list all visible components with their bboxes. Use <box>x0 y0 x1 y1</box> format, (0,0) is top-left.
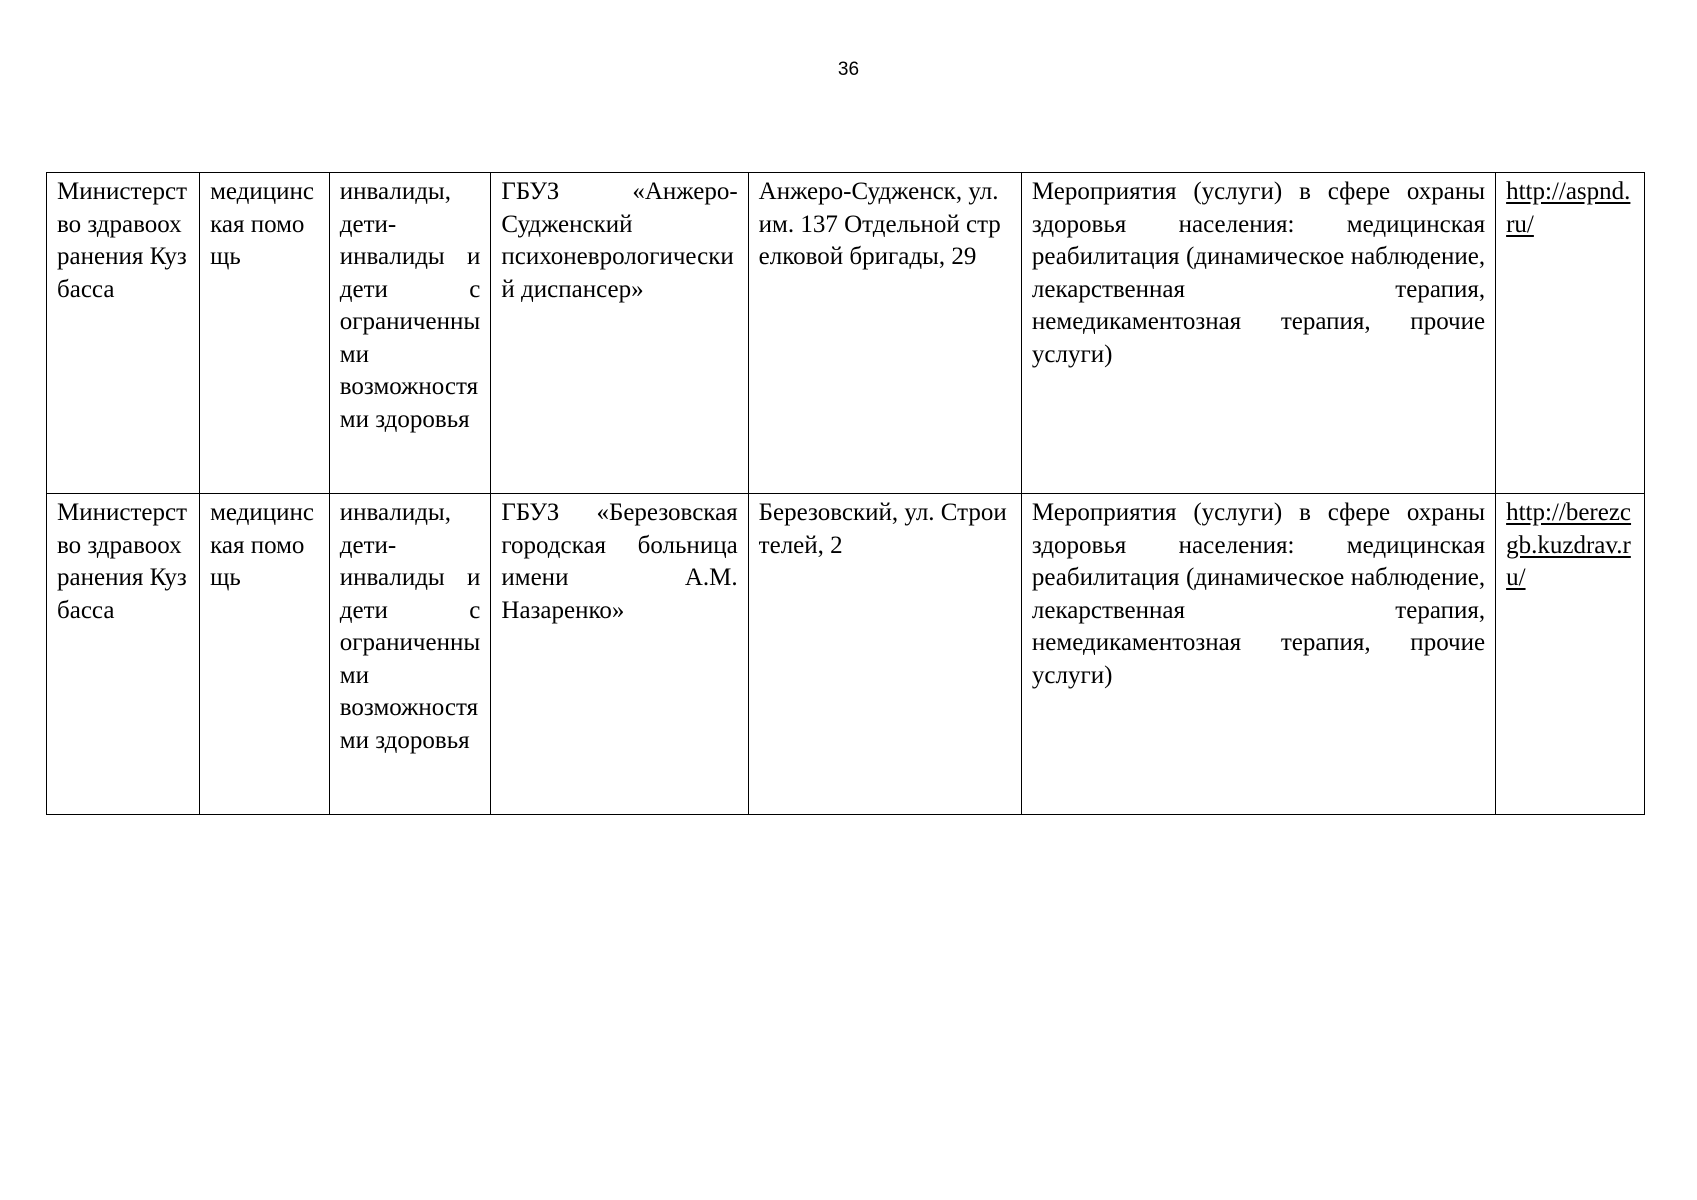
recipients-cell: инвалиды, дети-инвалиды и дети с ограниченными возможностями здоровья <box>329 494 491 815</box>
services-cell: Мероприятия (услуги) в сфере охраны здоровья населения: медицинская реабилитация (динамическое наблюдение, лекарственная терапия, немедикаментозная терапия, прочие услуги) <box>1021 173 1495 494</box>
service-type-cell: медицинская помощь <box>200 173 330 494</box>
ministry-cell: Министерство здравоохранения Кузбасса <box>47 173 200 494</box>
services-cell: Мероприятия (услуги) в сфере охраны здоровья населения: медицинская реабилитация (динамическое наблюдение, лекарственная терапия, немедикаментозная терапия, прочие услуги) <box>1021 494 1495 815</box>
ministry-cell: Министерство здравоохранения Кузбасса <box>47 494 200 815</box>
services-table <box>46 172 1645 815</box>
institution-cell: ГБУЗ «Анжеро-Судженский психоневрологический диспансер» <box>491 173 748 494</box>
website-cell <box>1496 173 1645 494</box>
website-cell <box>1496 494 1645 815</box>
address-cell: Березовский, ул. Строителей, 2 <box>748 494 1021 815</box>
table-row <box>47 173 1645 494</box>
page-number: 36 <box>837 59 860 80</box>
institution-cell: ГБУЗ «Березовская городская больница имени А.М. Назаренко» <box>491 494 748 815</box>
website-link[interactable]: http://aspnd.ru/ <box>1506 178 1631 238</box>
recipients-cell: инвалиды, дети-инвалиды и дети с ограниченными возможностями здоровья <box>329 173 491 494</box>
website-link[interactable]: http://berezcgb.kuzdrav.ru/ <box>1506 499 1632 591</box>
service-type-cell: медицинская помощь <box>200 494 330 815</box>
address-cell: Анжеро-Судженск, ул. им. 137 Отдельной стрелковой бригады, 29 <box>748 173 1021 494</box>
table-row <box>47 494 1645 815</box>
